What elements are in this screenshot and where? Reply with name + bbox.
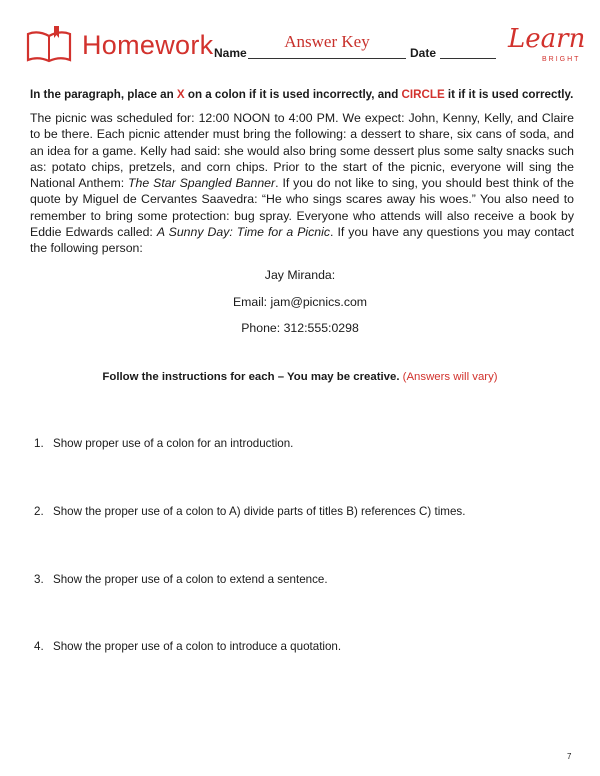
- question-item: [34, 573, 328, 586]
- contact-name: Jay Miranda:: [264, 268, 336, 282]
- question-text: Show the proper use of a colon to extend a sentence.: [53, 573, 328, 586]
- paragraph-text: The picnic was scheduled for: 12:00 NOON to 4:00 PM. We expect: John, Kenny, Kelly, and Claire to be there. Each picnic attender must bring the following: a dessert to share, six cans of soda, and an idea for a game. Kelly had said: she would also bring some dessert plus some salty snacks such as: potato chips, pretzels, and corn chips. Prior to the start of the picnic, everyone will sing the National Anthem:: [30, 111, 574, 191]
- instruction-part: it if it is used correctly.: [444, 88, 574, 101]
- contact-phone: Phone: 312:555:0298: [241, 321, 359, 335]
- answers-vary-note: (Answers will vary): [402, 371, 498, 383]
- page-number: 7: [567, 752, 572, 761]
- question-number: 1.: [34, 437, 44, 450]
- worksheet-header: [22, 20, 586, 70]
- name-label: Name: [214, 46, 247, 60]
- question-text: Show the proper use of a colon to introduce a quotation.: [53, 640, 342, 653]
- paragraph-title: The Star Spangled Banner: [128, 176, 276, 191]
- question-text: Show the proper use of a colon to A) divide parts of titles B) references C) times.: [53, 505, 466, 518]
- question-item: [34, 505, 465, 518]
- open-book-icon: [24, 24, 74, 64]
- question-number: 2.: [34, 505, 44, 518]
- instruction-part: on a colon if it is used incorrectly, and: [184, 88, 402, 101]
- paragraph-text: . If you have any questions you may contact the following person:: [30, 225, 575, 256]
- date-label: Date: [410, 46, 437, 60]
- contact-email: Email: jam@picnics.com: [232, 295, 368, 309]
- learn-bright-logo: [508, 20, 586, 68]
- question-number: 4.: [34, 640, 44, 653]
- instruction-circle: CIRCLE: [401, 88, 445, 101]
- follow-instructions: [0, 371, 600, 383]
- question-text: Show proper use of a colon for an introduction.: [53, 437, 294, 450]
- date-field: [440, 42, 496, 59]
- answer-key-text: Answer Key: [284, 32, 370, 51]
- paragraph-title: A Sunny Day: Time for a Picnic: [156, 225, 331, 240]
- brand-sub: BRIGHT: [542, 56, 581, 63]
- paragraph-text: . If you do not like to sing, you should best think of the quote by Miguel de Cervantes Saavedra: “He who sings scares away his woes.” You also need to remember to bring some protection: bug spray. Everyone who attends will also receive a book by Eddie Edwards called:: [30, 176, 574, 240]
- picnic-paragraph: [30, 110, 574, 257]
- homework-title: Homework: [82, 30, 214, 60]
- instructions: [30, 88, 575, 101]
- question-item: [34, 640, 341, 653]
- question-item: [34, 437, 293, 450]
- brand-word: Learn: [508, 24, 586, 54]
- follow-text: Follow the instructions for each – You may be creative.: [102, 371, 403, 383]
- instruction-part: In the paragraph, place an: [30, 88, 177, 101]
- instruction-x: X: [176, 88, 185, 101]
- name-field: [248, 32, 406, 59]
- question-number: 3.: [34, 573, 44, 586]
